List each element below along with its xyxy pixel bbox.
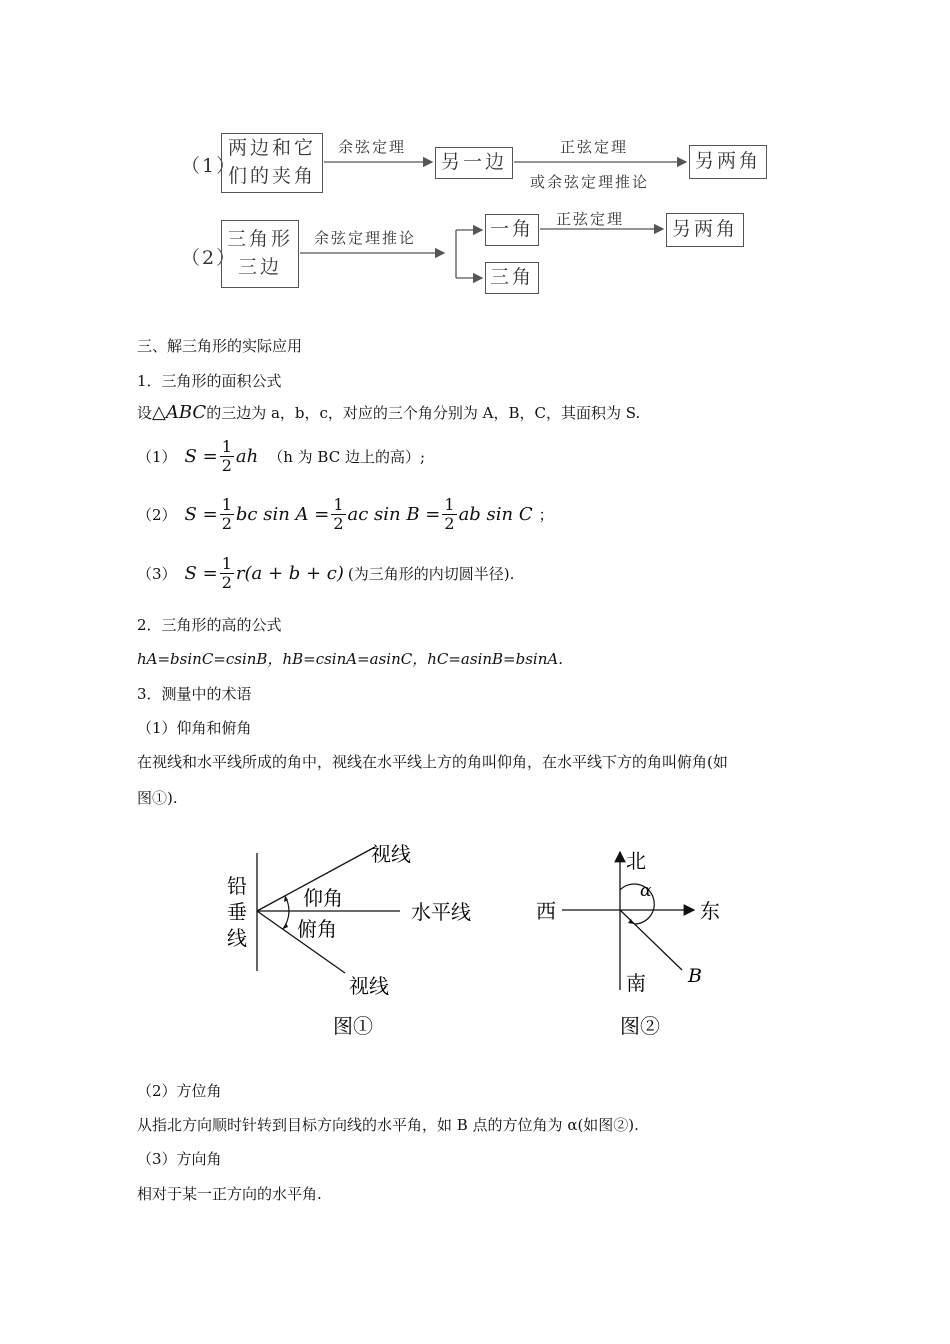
flow2-end-box: 另两角	[666, 213, 744, 247]
s2-title: 2．三角形的高的公式	[137, 616, 282, 634]
fraction-half	[220, 496, 234, 534]
flow2-start-box: 三角形三边	[221, 220, 299, 288]
s3-sub1-text-line1: 在视线和水平线所成的角中，视线在水平线上方的角叫仰角，在水平线下方的角叫俯角(如	[137, 753, 728, 771]
f3-rhs: r(a + b + c)	[235, 563, 344, 585]
s3-sub1: （1）仰角和俯角	[137, 719, 252, 737]
s1-intro-prefix: 设	[137, 404, 153, 422]
f3-lhs: S =	[184, 563, 218, 585]
f2-number: （2）	[137, 506, 177, 525]
flow-arrows	[0, 0, 950, 320]
flow1-arrow2-label-top: 正弦定理	[560, 138, 629, 156]
frac-den: 2	[333, 514, 344, 534]
flow1-number: （1）	[181, 155, 238, 177]
flow1-start-box: 两边和它们的夹角	[221, 133, 323, 193]
f1-rhs: ah	[235, 446, 259, 468]
flow1-arrow1-label: 余弦定理	[338, 138, 407, 156]
section3-title: 三、解三角形的实际应用	[137, 337, 303, 355]
frac-num: 1	[221, 437, 232, 456]
frac-num: 1	[221, 495, 232, 514]
f2-lhs: S =	[184, 504, 218, 526]
figure-1-elevation-depression	[215, 835, 495, 1045]
fig2-alpha-arrowhead	[628, 919, 634, 924]
fig2-direction-line-b	[620, 910, 682, 970]
f2-term-bc: bc sin A =	[235, 504, 330, 526]
fig2-south-label: 南	[626, 971, 646, 995]
flow2-number: （2）	[181, 247, 238, 269]
flow2-branch-a-box: 一角	[485, 214, 539, 246]
f1-note: （h 为 BC 边上的高）;	[268, 448, 426, 467]
fraction-half	[331, 496, 345, 534]
f1-lhs: S =	[184, 446, 218, 468]
fig1-elevation-label: 仰角	[303, 886, 343, 910]
f2-end: ；	[538, 506, 554, 525]
frac-den: 2	[221, 573, 232, 593]
area-formula-2	[137, 496, 554, 534]
s3-sub3: （3）方向角	[137, 1150, 222, 1168]
frac-num: 1	[333, 495, 344, 514]
flow1-mid-box: 另一边	[435, 147, 513, 179]
frac-den: 2	[444, 514, 455, 534]
flow1-end-box: 另两角	[689, 145, 767, 179]
s3-sub2-text: 从指北方向顺时针转到目标方向线的水平角，如 B 点的方位角为 α(如图②).	[137, 1116, 639, 1134]
s3-sub2: （2）方位角	[137, 1082, 222, 1100]
s1-title: 1．三角形的面积公式	[137, 372, 282, 390]
area-formula-3	[137, 555, 514, 593]
fig1-horizontal-label: 水平线	[411, 900, 471, 924]
s3-title: 3．测量中的术语	[137, 685, 252, 703]
flow2-branch-b-box: 三角	[485, 262, 539, 294]
s3-sub3-text: 相对于某一正方向的水平角.	[137, 1185, 322, 1203]
flow2-arrow1-label: 余弦定理推论	[314, 229, 417, 247]
fig2-west-label: 西	[536, 899, 556, 923]
fig2-east-label: 东	[700, 899, 720, 923]
fig1-depression-label: 俯角	[297, 917, 337, 941]
fig1-caption: 图①	[333, 1014, 373, 1038]
fig2-alpha-label: α	[640, 881, 652, 901]
s3-sub1-text-line2: 图①).	[137, 789, 178, 807]
frac-num: 1	[444, 495, 455, 514]
fig1-sight-down-label: 视线	[349, 974, 389, 998]
frac-num: 1	[221, 554, 232, 573]
fig1-vertical-label-1: 铅	[227, 874, 247, 898]
fig1-sight-up-label: 视线	[371, 842, 411, 866]
flow1-arrow2-label-bottom: 或余弦定理推论	[530, 173, 650, 191]
f3-number: （3）	[137, 565, 177, 584]
fig2-north-label: 北	[626, 849, 646, 873]
fig2-caption: 图②	[620, 1014, 660, 1038]
f2-term-ab: ab sin C	[458, 504, 533, 526]
f1-number: （1）	[137, 448, 177, 467]
s1-intro-triangle: △ABC	[152, 402, 207, 423]
fig1-vertical-label-3: 线	[227, 926, 247, 950]
frac-den: 2	[221, 514, 232, 534]
fig2-point-b-label: B	[688, 965, 702, 987]
fraction-half	[220, 555, 234, 593]
s1-intro-text: 的三边为 a，b，c，对应的三个角分别为 A，B，C，其面积为 S.	[206, 404, 641, 422]
fraction-half	[442, 496, 456, 534]
fraction-half	[220, 438, 234, 476]
flow2-arrow2-label: 正弦定理	[556, 210, 625, 228]
fig1-vertical-label-2: 垂	[227, 900, 247, 924]
f2-term-ac: ac sin B =	[347, 504, 441, 526]
f3-note: (为三角形的内切圆半径).	[347, 565, 515, 584]
figure-2-azimuth	[530, 840, 730, 1045]
s1-intro	[137, 402, 640, 423]
area-formula-1	[137, 438, 425, 476]
height-formula: hA=bsinC=csinB，hB=csinA=asinC，hC=asinB=bsinA.	[137, 650, 563, 668]
frac-den: 2	[221, 456, 232, 476]
